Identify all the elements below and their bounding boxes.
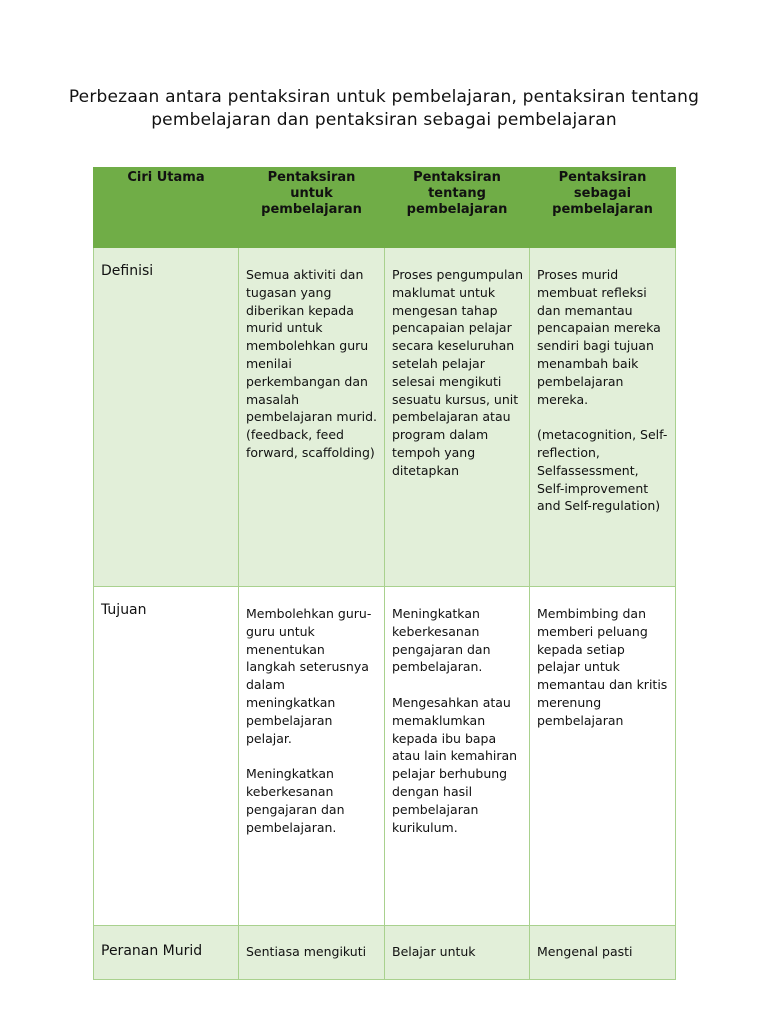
table-cell: [239, 248, 385, 587]
table-cell: [385, 587, 530, 926]
table-row-tujuan: [94, 587, 676, 926]
cell-text: Membimbing dan memberi peluang kepada setiap pelajar untuk memantau dan kritis merenung pembelajaran: [537, 606, 668, 728]
cell-text: (metacognition, Self-reflection, Selfassessment, Self-improvement and Self-regulation): [537, 427, 668, 514]
table-row-peranan-murid: [94, 926, 676, 980]
table-row-definisi: [94, 248, 676, 587]
header-cell-assessment-as: Pentaksiran sebagai pembelajaran: [530, 168, 676, 248]
header-cell-assessment-of: Pentaksiran tentang pembelajaran: [385, 168, 530, 248]
cell-text: Proses murid membuat refleksi dan memantau pencapaian mereka sendiri bagi tujuan menambah baik pembelajaran mereka.: [537, 267, 661, 407]
cell-text: Sentiasa mengikuti: [246, 944, 367, 959]
cell-text: Proses pengumpulan maklumat untuk mengesan tahap pencapaian pelajar secara keseluruhan setelah pelajar selesai mengikuti sesuatu kursus, unit pembelajaran atau program dalam tempoh yang ditetapkan: [392, 267, 524, 478]
row-label: Peranan Murid: [94, 926, 239, 980]
cell-text: Mengesahkan atau memaklumkan kepada ibu bapa atau lain kemahiran pelajar berhubung dengan hasil pembelajaran kurikulum.: [392, 694, 518, 835]
row-label: Tujuan: [94, 587, 239, 926]
cell-text: Meningkatkan keberkesanan pengajaran dan pembelajaran.: [392, 606, 491, 675]
table-cell: [530, 248, 676, 587]
table-cell: [239, 587, 385, 926]
comparison-table: [93, 167, 676, 980]
row-label: Definisi: [94, 248, 239, 587]
table-cell: [530, 926, 676, 980]
cell-text: Mengenal pasti: [537, 944, 633, 959]
cell-text: Belajar untuk: [392, 944, 476, 959]
cell-text: Meningkatkan keberkesanan pengajaran dan pembelajaran.: [246, 766, 345, 835]
table-cell: [530, 587, 676, 926]
header-cell-feature: Ciri Utama: [94, 168, 239, 248]
cell-text: Membolehkan guru-guru untuk menentukan langkah seterusnya dalam meningkatkan pembelajaran pelajar.: [246, 606, 372, 746]
document-title: Perbezaan antara pentaksiran untuk pembelajaran, pentaksiran tentang pembelajaran dan pentaksiran sebagai pembelajaran: [68, 87, 700, 130]
table-cell: [239, 926, 385, 980]
table-cell: [385, 926, 530, 980]
table-header-row: [94, 168, 676, 248]
cell-text: Semua aktiviti dan tugasan yang diberikan kepada murid untuk membolehkan guru menilai perkembangan dan masalah pembelajaran murid.(feedback, feed forward, scaffolding): [246, 267, 378, 460]
header-cell-assessment-for: Pentaksiran untuk pembelajaran: [239, 168, 385, 248]
table-cell: [385, 248, 530, 587]
